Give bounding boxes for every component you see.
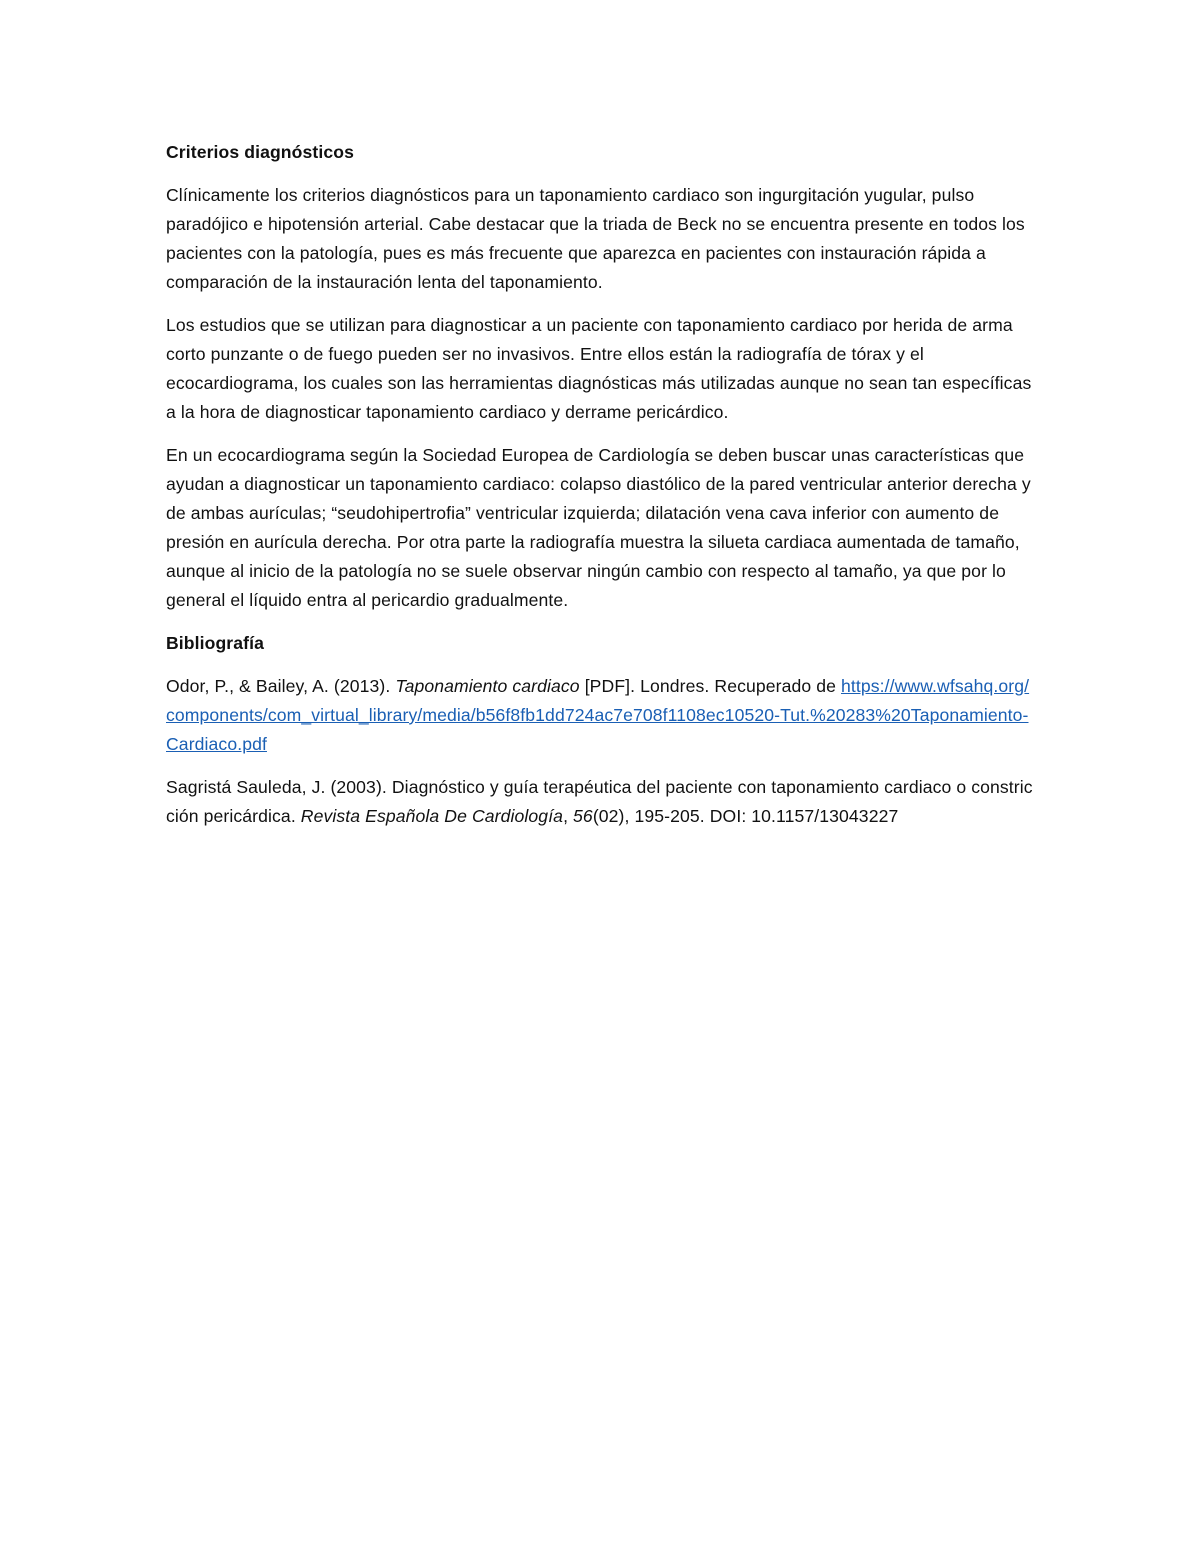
paragraph-diagnostic-studies: Los estudios que se utilizan para diagnosticar a un paciente con taponamiento cardiaco por herida de arma corto punzante o de fuego pueden ser no invasivos. Entre ellos están la radiografía de tórax y el ecocardiograma, los cuales son las herramientas diagnósticas más utilizadas aunque no sean tan específicas a la hora de diagnosticar taponamiento cardiaco y derrame pericárdico.	[166, 315, 1032, 422]
section-heading: Criterios diagnósticos	[166, 142, 354, 162]
reference-source: [PDF]. Londres. Recuperado de	[579, 676, 841, 696]
paragraph-echocardiogram: En un ecocardiograma según la Sociedad Europea de Cardiología se deben buscar unas características que ayudan a diagnosticar un taponamiento cardiaco: colapso diastólico de la pared ventricular anterior derecha y de ambas aurículas; “seudohipertrofia” ventricular izquierda; dilatación vena cava inferior con aumento de presión en aurícula derecha. Por otra parte la radiografía muestra la silueta cardiaca aumentada de tamaño, aunque al inicio de la patología no se suele observar ningún cambio con respecto al tamaño, ya que por lo general el líquido entra al pericardio gradualmente.	[166, 445, 1031, 610]
reference-journal: Revista Española De Cardiología	[300, 806, 564, 826]
reference-volume: 56	[573, 806, 593, 826]
paragraph-clinical-criteria: Clínicamente los criterios diagnósticos para un taponamiento cardiaco son ingurgitación yugular, pulso paradójico e hipotensión arterial. Cabe destacar que la triada de Beck no se encuentra presente en todos los pacientes con la patología, pues es más frecuente que aparezca en pacientes con instauración rápida a comparación de la instauración lenta del taponamiento.	[166, 185, 1025, 292]
reference-odor-bailey	[166, 672, 1036, 759]
reference-sagrista	[166, 773, 1036, 831]
bibliography-heading: Bibliografía	[166, 633, 264, 653]
reference-authors: Odor, P., & Bailey, A. (2013).	[166, 676, 396, 696]
reference-authors-title: Sagristá Sauleda, J. (2003). Diagnóstico y guía terapéutica del paciente con taponamiento cardiaco o constricción pericárdica.	[166, 777, 1033, 826]
reference-pages-doi: (02), 195-205. DOI: 10.1157/13043227	[592, 806, 899, 826]
reference-link[interactable]: https://www.wfsahq.org/components/com_virtual_library/media/b56f8fb1dd724ac7e708f1108ec10520-Tut.%20283%20Taponamiento-Cardiaco.pdf	[166, 676, 1030, 754]
reference-separator: ,	[563, 806, 574, 826]
reference-title: Taponamiento cardiaco	[395, 676, 580, 696]
document-page	[166, 138, 1036, 845]
